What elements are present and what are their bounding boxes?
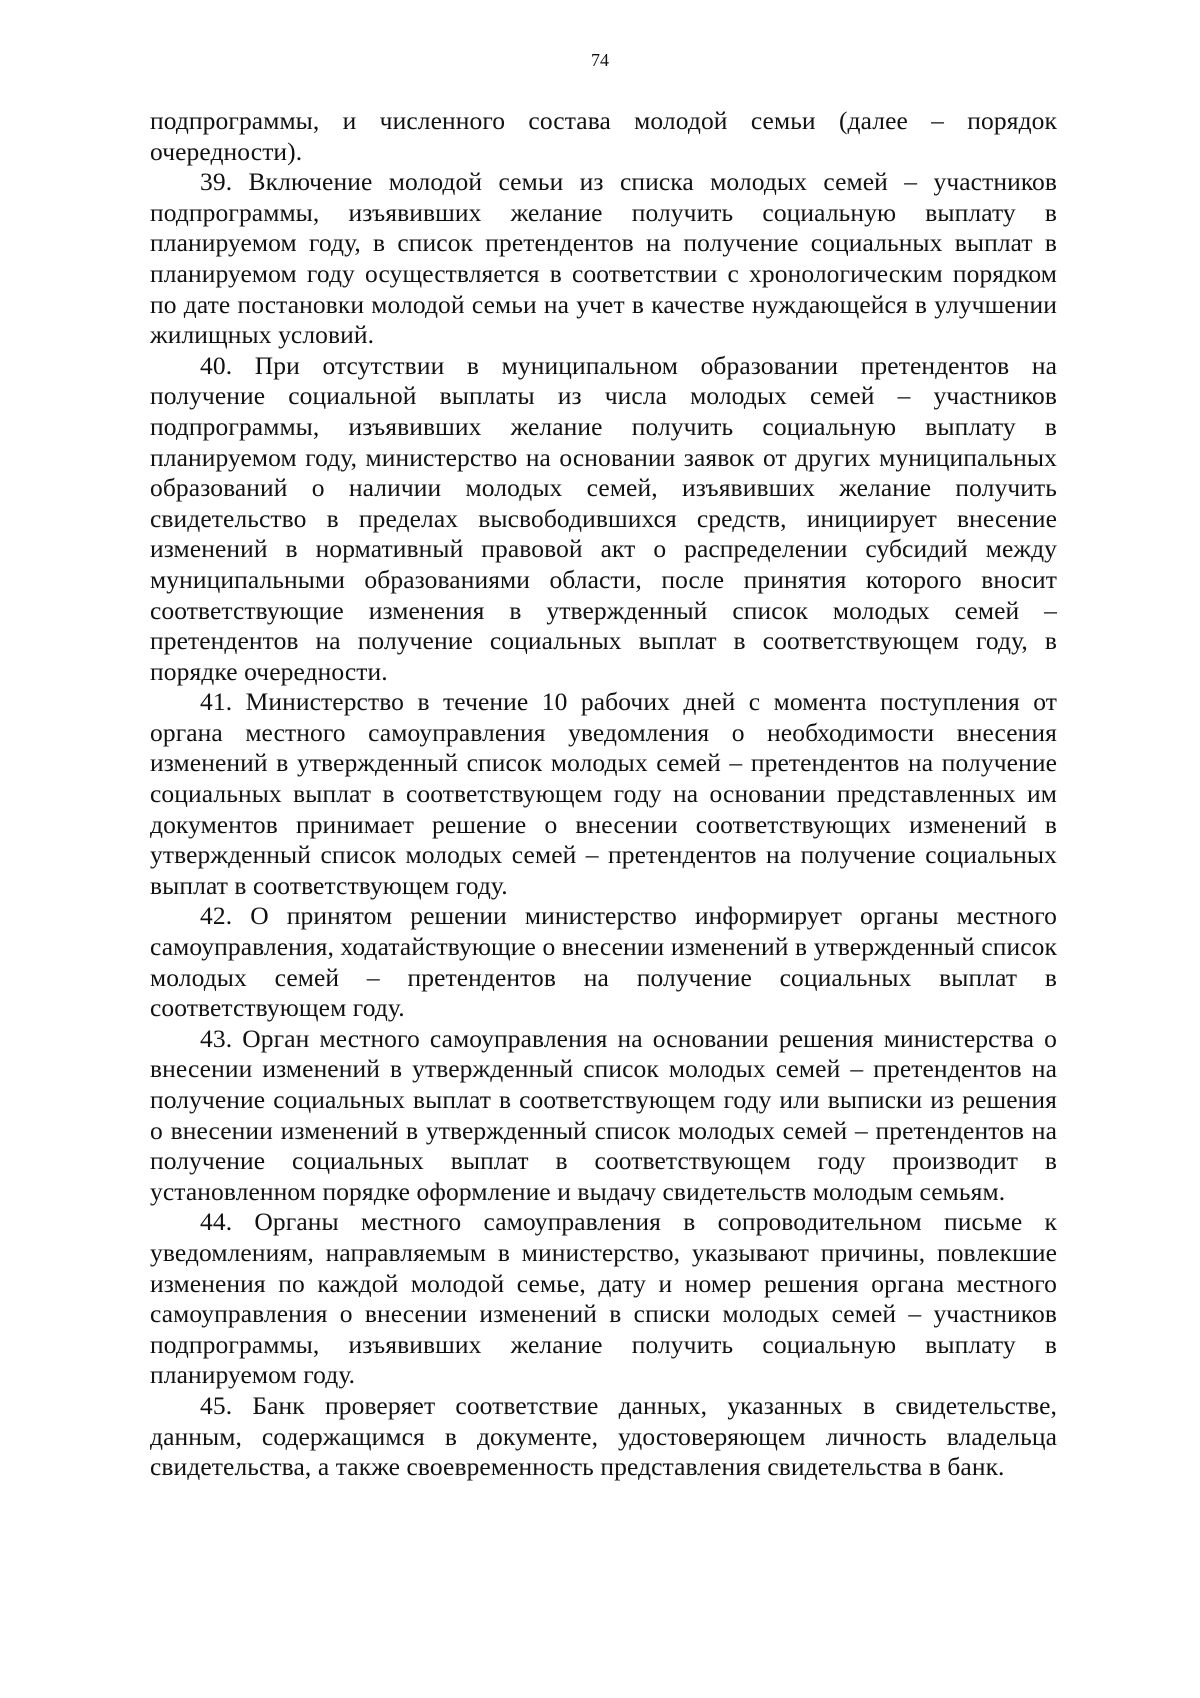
page-number: 74: [591, 50, 609, 70]
paragraph-42: 42. О принятом решении министерство информирует органы местного самоуправления, ходатайствующие о внесении изменений в утвержденный список молодых семей – претендентов на получение социальных выплат в соответствующем году.: [150, 901, 1057, 1023]
paragraph-40: 40. При отсутствии в муниципальном образовании претендентов на получение социальной выплаты из числа молодых семей – участников подпрограммы, изъявивших желание получить социальную выплату в планируемом году, министерство на основании заявок от других муниципальных образований о наличии молодых семей, изъявивших желание получить свидетельство в пределах высвободившихся средств, инициирует внесение изменений в нормативный правовой акт о распределении субсидий между муниципальными образованиями области, после принятия которого вносит соответствующие изменения в утвержденный список молодых семей – претендентов на получение социальных выплат в соответствующем году, в порядке очередности.: [150, 350, 1057, 686]
paragraph-45: 45. Банк проверяет соответствие данных, указанных в свидетельстве, данным, содержащимся в документе, удостоверяющем личность владельца свидетельства, а также своевременность представления свидетельства в банк.: [150, 1390, 1057, 1482]
paragraph-continuation: подпрограммы, и численного состава молодой семьи (далее – порядок очередности).: [150, 106, 1057, 166]
paragraph-44: 44. Органы местного самоуправления в сопроводительном письме к уведомлениям, направляемым в министерство, указывают причины, повлекшие изменения по каждой молодой семье, дату и номер решения органа местного самоуправления о внесении изменений в списки молодых семей – участников подпрограммы, изъявивших желание получить социальную выплату в планируемом году.: [150, 1207, 1057, 1390]
paragraph-39: 39. Включение молодой семьи из списка молодых семей – участников подпрограммы, изъявивших желание получить социальную выплату в планируемом году, в список претендентов на получение социальных выплат в планируемом году осуществляется в соответствии с хронологическим порядком по дате постановки молодой семьи на учет в качестве нуждающейся в улучшении жилищных условий.: [150, 167, 1057, 350]
document-body: [150, 106, 1057, 1483]
paragraph-41: 41. Министерство в течение 10 рабочих дней с момента поступления от органа местного самоуправления уведомления о необходимости внесения изменений в утвержденный список молодых семей – претендентов на получение социальных выплат в соответствующем году на основании представленных им документов принимает решение о внесении соответствующих изменений в утвержденный список молодых семей – претендентов на получение социальных выплат в соответствующем году.: [150, 687, 1057, 900]
paragraph-43: 43. Орган местного самоуправления на основании решения министерства о внесении изменений в утвержденный список молодых семей – претендентов на получение социальных выплат в соответствующем году или выписки из решения о внесении изменений в утвержденный список молодых семей – претендентов на получение социальных выплат в соответствующем году производит в установленном порядке оформление и выдачу свидетельств молодым семьям.: [150, 1023, 1057, 1206]
